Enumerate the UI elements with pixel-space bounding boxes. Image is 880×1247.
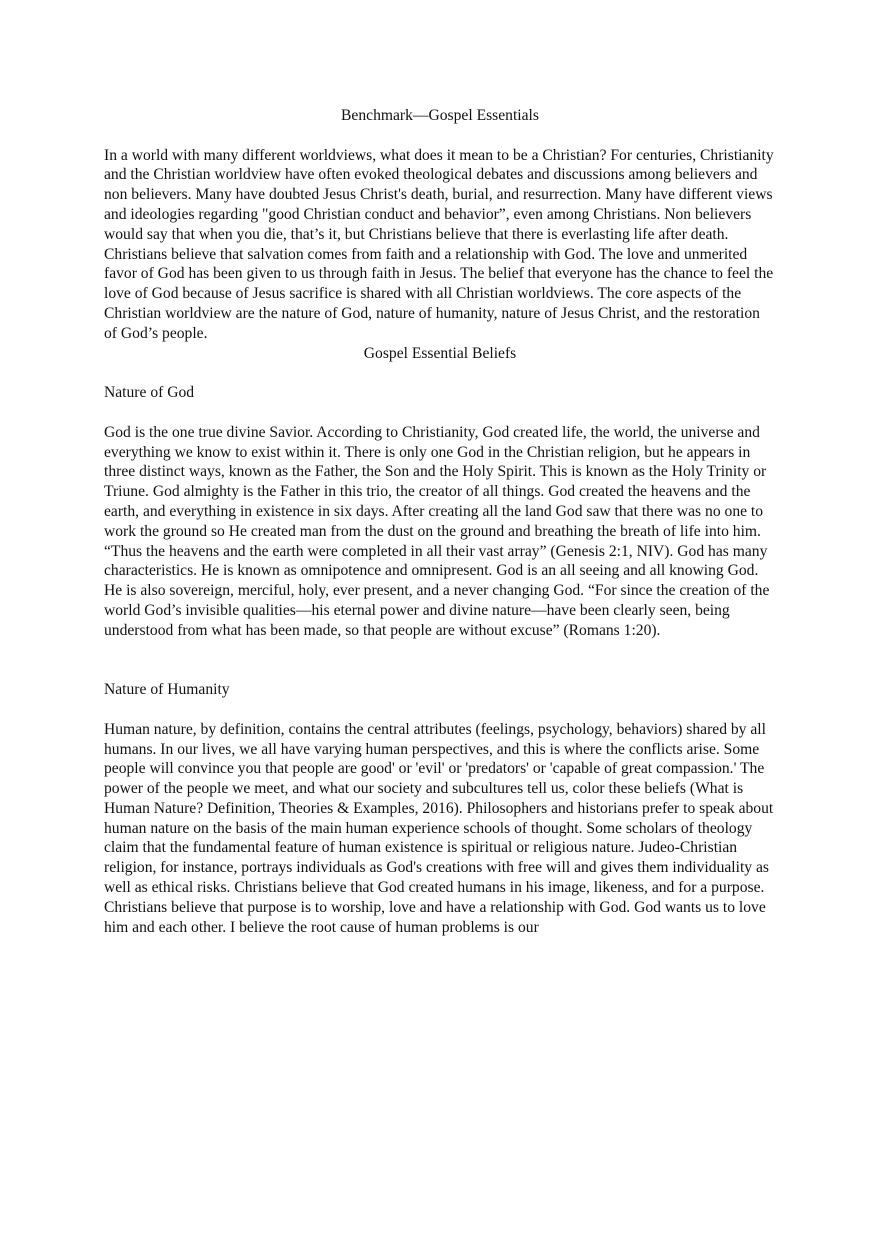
spacer: [104, 363, 776, 383]
nature-of-humanity-paragraph: Human nature, by definition, contains the central attributes (feelings, psychology, behaviors) shared by all humans. In our lives, we all have varying human perspectives, and this is where the conflicts arise. Some people will convince you that people are good' or 'evil' or 'predators' or 'capable of great compassion.' The power of the people we meet, and what our society and subcultures tell us, color these beliefs (What is Human Nature? Definition, Theories & Examples, 2016). Philosophers and historians prefer to speak about human nature on the basis of the main human experience schools of thought. Some scholars of theology claim that the fundamental feature of human existence is spiritual or religious nature. Judeo-Christian religion, for instance, portrays individuals as God's creations with free will and gives them individuality as well as ethical risks. Christians believe that God created humans in his image, likeness, and for a purpose. Christians believe that purpose is to worship, love and have a relationship with God. God wants us to love him and each other. I believe the root cause of human problems is our: [104, 720, 774, 936]
intro-paragraph: In a world with many different worldviews, what does it mean to be a Christian? For centuries, Christianity and the Christian worldview have often evoked theological debates and discussions among believers and non believers. Many have doubted Jesus Christ's death, burial, and resurrection. Many have different views and ideologies regarding "good Christian conduct and behavior”, even among Christians. Non believers would say that when you die, that’s it, but Christians believe that there is everlasting life after death. Christians believe that salvation comes from faith and a relationship with God. The love and unmerited favor of God has been given to us through faith in Jesus. The belief that everyone has the chance to feel the love of God because of Jesus sacrifice is shared with all Christian worldviews. The core aspects of the Christian worldview are the nature of God, nature of humanity, nature of Jesus Christ, and the restoration of God’s people.: [104, 146, 774, 342]
spacer: [104, 641, 776, 681]
document-title: Benchmark—Gospel Essentials: [341, 107, 539, 124]
spacer: [104, 700, 776, 720]
nature-of-god-paragraph: God is the one true divine Savior. According to Christianity, God created life, the world, the universe and everything we know to exist within it. There is only one God in the Christian religion, but he appears in three distinct ways, known as the Father, the Son and the Holy Spirit. This is known as the Holy Trinity or Triune. God almighty is the Father in this trio, the creator of all things. God created the heavens and the earth, and everything in existence in six days. After creating all the land God saw that there was no one to work the ground so He created man from the dust on the ground and breathing the breath of life into him. “Thus the heavens and the earth were completed in all their vast array” (Genesis 2:1, NIV). God has many characteristics. He is known as omnipotence and omnipresent. God is an all seeing and all knowing God. He is also sovereign, merciful, holy, ever present, and a never changing God. “For since the creation of the world God’s invisible qualities—his eternal power and divine nature—have been clearly seen, being understood from what has been made, so that people are without excuse” (Romans 1:20).: [104, 423, 770, 639]
document-body: [104, 106, 776, 937]
nature-of-god-heading: Nature of God: [104, 384, 195, 402]
section-title: Gospel Essential Beliefs: [363, 344, 517, 362]
spacer: [104, 403, 776, 423]
nature-of-humanity-heading: Nature of Humanity: [104, 681, 230, 699]
